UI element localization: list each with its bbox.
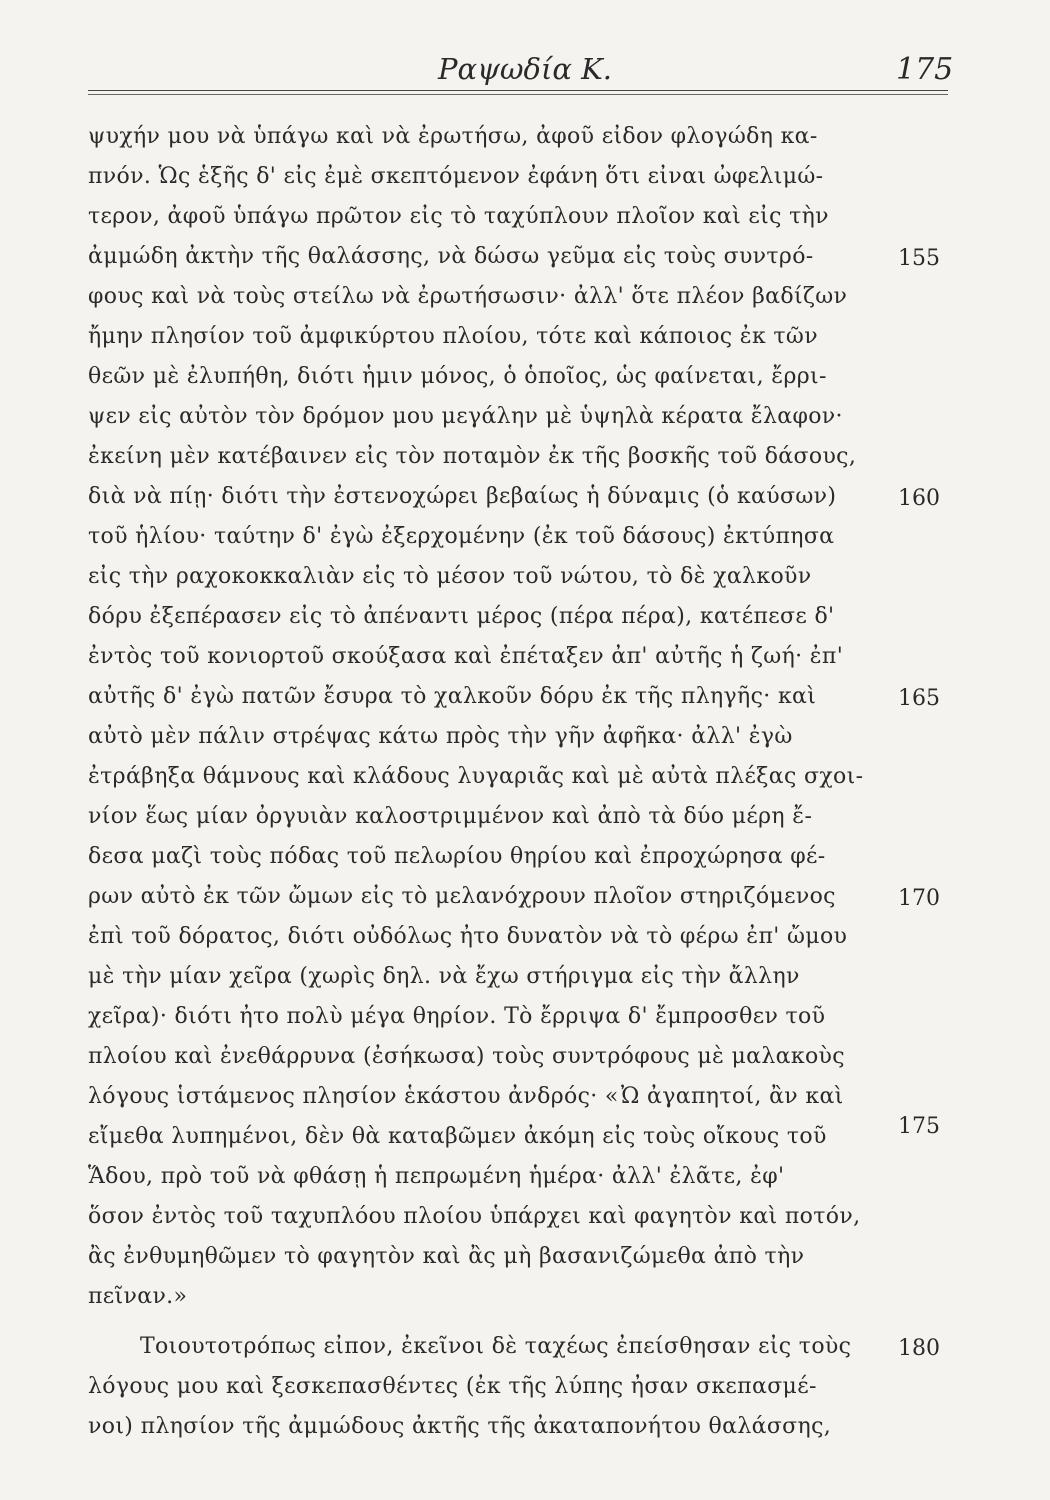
- text-line: νοι) πλησίον τῆς ἀμμώδους ἀκτῆς τῆς ἀκαταπονήτου θαλάσσης,: [88, 1414, 832, 1439]
- header-rule: [88, 90, 948, 91]
- text-line: εἰς τὴν ραχοκοκκαλιὰν εἰς τὸ μέσον τοῦ νώτου, τὸ δὲ χαλκοῦν: [88, 564, 812, 589]
- text-line: λόγους ἱστάμενος πλησίον ἑκάστου ἀνδρός· «Ὦ ἀγαπητοί, ἂν καὶ: [88, 1084, 844, 1109]
- text-line: μὲ τὴν μίαν χεῖρα (χωρὶς δηλ. νὰ ἔχω στήριγμα εἰς τὴν ἄλλην: [88, 964, 800, 989]
- line-number: 160: [898, 486, 940, 511]
- line-number: 170: [898, 886, 940, 911]
- text-line: ἐτράβηξα θάμνους καὶ κλάδους λυγαριᾶς καὶ μὲ αὐτὰ πλέξας σχοι-: [88, 764, 864, 789]
- text-line: λόγους μου καὶ ξεσκεπασθέντες (ἐκ τῆς λύπης ἦσαν σκεπασμέ-: [88, 1374, 817, 1399]
- text-line: ἐκείνη μὲν κατέβαινεν εἰς τὸν ποταμὸν ἐκ τῆς βοσκῆς τοῦ δάσους,: [88, 444, 857, 469]
- text-line: φους καὶ νὰ τοὺς στείλω νὰ ἐρωτήσωσιν· ἀλλ' ὅτε πλέον βαδίζων: [88, 284, 848, 309]
- text-line: ὅσον ἐντὸς τοῦ ταχυπλόου πλοίου ὑπάρχει καὶ φαγητὸν καὶ ποτόν,: [88, 1204, 861, 1229]
- text-line: τερον, ἀφοῦ ὑπάγω πρῶτον εἰς τὸ ταχύπλουν πλοῖον καὶ εἰς τὴν: [88, 204, 829, 229]
- text-line: δόρυ ἐξεπέρασεν εἰς τὸ ἀπέναντι μέρος (πέρα πέρα), κατέπεσε δ': [88, 604, 835, 629]
- text-line: αὐτὸ μὲν πάλιν στρέψας κάτω πρὸς τὴν γῆν ἀφῆκα· ἀλλ' ἐγὼ: [88, 724, 793, 749]
- text-line: ψεν εἰς αὐτὸν τὸν δρόμον μου μεγάλην μὲ ὑψηλὰ κέρατα ἔλαφον·: [88, 404, 843, 429]
- header-rule: [88, 94, 948, 95]
- text-line: ἂς ἐνθυμηθῶμεν τὸ φαγητὸν καὶ ἂς μὴ βασανιζώμεθα ἀπὸ τὴν: [88, 1244, 805, 1269]
- text-line: θεῶν μὲ ἐλυπήθη, διότι ἧμιν μόνος, ὁ ὁποῖος, ὡς φαίνεται, ἔρρι-: [88, 364, 827, 389]
- text-line: ψυχήν μου νὰ ὑπάγω καὶ νὰ ἐρωτήσω, ἀφοῦ εἶδον φλογώδη κα-: [88, 124, 818, 149]
- text-line: τοῦ ἡλίου· ταύτην δ' ἐγὼ ἐξερχομένην (ἐκ τοῦ δάσους) ἐκτύπησα: [88, 524, 835, 549]
- running-title: Ραψωδία Κ.: [438, 52, 612, 86]
- text-line: δεσα μαζὶ τοὺς πόδας τοῦ πελωρίου θηρίου καὶ ἐπροχώρησα φέ-: [88, 844, 826, 869]
- line-number: 180: [898, 1336, 940, 1361]
- text-line: ρων αὐτὸ ἐκ τῶν ὤμων εἰς τὸ μελανόχρουν πλοῖον στηριζόμενος: [88, 884, 836, 909]
- text-line: αὐτῆς δ' ἐγὼ πατῶν ἔσυρα τὸ χαλκοῦν δόρυ ἐκ τῆς πληγῆς· καὶ: [88, 684, 817, 709]
- text-line: πνόν. Ὡς ἑξῆς δ' εἰς ἐμὲ σκεπτόμενον ἐφάνη ὅτι εἶναι ὠφελιμώ-: [88, 164, 824, 189]
- page-number: 175: [896, 52, 954, 87]
- text-line: νίον ἕως μίαν ὀργυιὰν καλοστριμμένον καὶ ἀπὸ τὰ δύο μέρη ἔ-: [88, 804, 813, 829]
- text-line: Τοιουτοτρόπως εἶπον, ἐκεῖνοι δὲ ταχέως ἐπείσθησαν εἰς τοὺς: [140, 1334, 852, 1359]
- text-line: Ἅδου, πρὸ τοῦ νὰ φθάσῃ ἡ πεπρωμένη ἡμέρα· ἀλλ' ἐλᾶτε, ἐφ': [88, 1164, 785, 1189]
- line-number: 155: [898, 246, 940, 271]
- text-line: πεῖναν.»: [88, 1284, 188, 1309]
- text-line: ἐπὶ τοῦ δόρατος, διότι οὐδόλως ἦτο δυνατὸν νὰ τὸ φέρω ἐπ' ὤμου: [88, 924, 848, 949]
- text-line: ἐντὸς τοῦ κονιορτοῦ σκούξασα καὶ ἐπέταξεν ἀπ' αὐτῆς ἡ ζωή· ἐπ': [88, 644, 844, 669]
- text-line: πλοίου καὶ ἐνεθάρρυνα (ἐσήκωσα) τοὺς συντρόφους μὲ μαλακοὺς: [88, 1044, 845, 1069]
- text-line: ἤμην πλησίον τοῦ ἀμφικύρτου πλοίου, τότε καὶ κάποιος ἐκ τῶν: [88, 324, 818, 349]
- text-line: χεῖρα)· διότι ἦτο πολὺ μέγα θηρίον. Τὸ ἔρριψα δ' ἔμπροσθεν τοῦ: [88, 1004, 826, 1029]
- line-number: 175: [898, 1114, 940, 1139]
- text-line: εἴμεθα λυπημένοι, δὲν θὰ καταβῶμεν ἀκόμη εἰς τοὺς οἴκους τοῦ: [88, 1124, 827, 1149]
- line-number: 165: [898, 686, 940, 711]
- text-line: διὰ νὰ πίῃ· διότι τὴν ἐστενοχώρει βεβαίως ἡ δύναμις (ὁ καύσων): [88, 484, 837, 509]
- text-line: ἀμμώδη ἀκτὴν τῆς θαλάσσης, νὰ δώσω γεῦμα εἰς τοὺς συντρό-: [88, 244, 814, 269]
